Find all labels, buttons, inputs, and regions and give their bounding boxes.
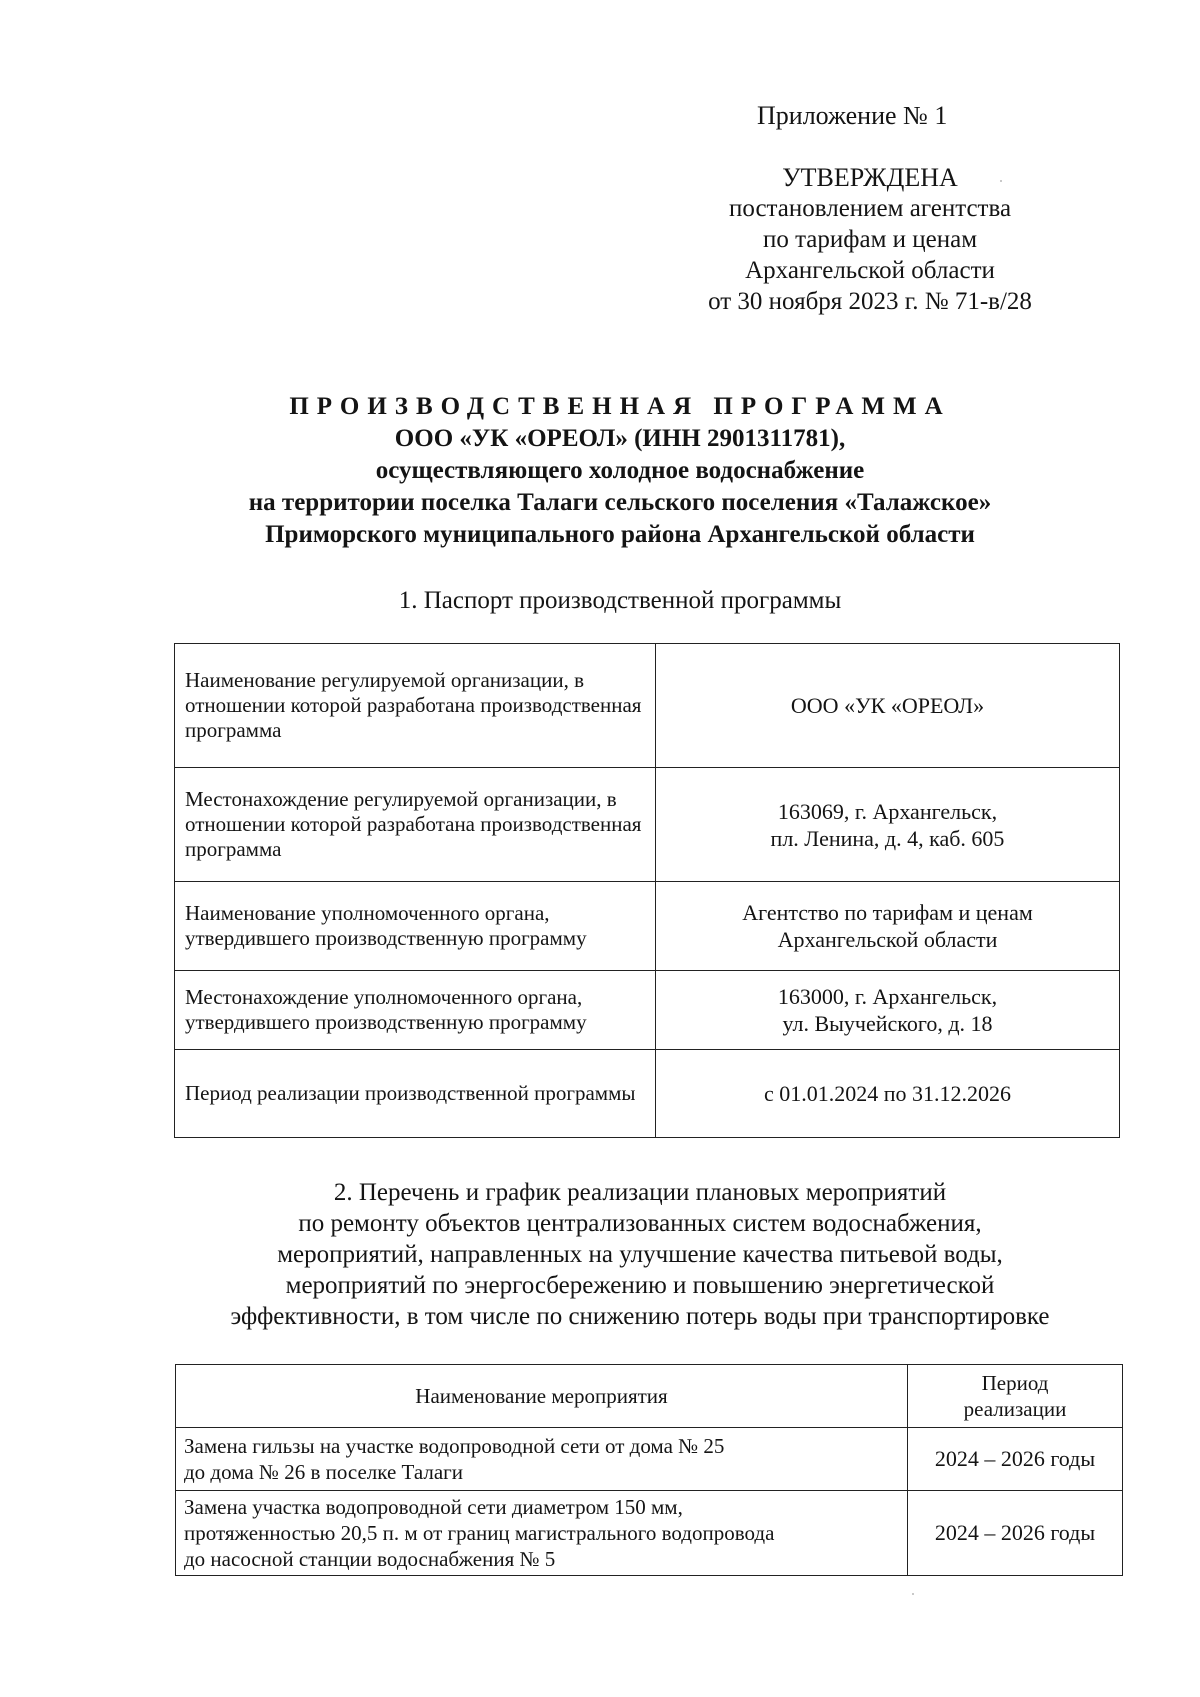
section2-heading-line: мероприятий, направленных на улучшение качества питьевой воды, <box>277 1241 1003 1268</box>
event-name-line: до насосной станции водоснабжения № 5 <box>184 1547 556 1571</box>
table-row <box>176 1491 1123 1576</box>
table-row <box>175 768 1120 882</box>
title-line: на территории поселка Талаги сельского поселения «Талажское» <box>248 489 992 516</box>
passport-value-line: с 01.01.2024 по 31.12.2026 <box>763 1081 1012 1106</box>
title-heading: ПРОИЗВОДСТВЕННАЯ ПРОГРАММА <box>289 393 951 420</box>
passport-value <box>656 644 1120 768</box>
event-name-line: Замена участка водопроводной сети диаметром 150 мм, <box>184 1495 683 1519</box>
title-line: Приморского муниципального района Архангельской области <box>265 521 975 548</box>
appendix-label: Приложение № 1 <box>757 101 948 130</box>
table-row <box>175 644 1120 768</box>
title-line: осуществляющего холодное водоснабжение <box>375 457 865 484</box>
table-row <box>175 971 1120 1050</box>
passport-label: Период реализации производственной программы <box>175 1050 656 1138</box>
section2-heading-line: по ремонту объектов централизованных систем водоснабжения, <box>298 1210 982 1237</box>
column-header-period <box>908 1365 1123 1428</box>
approval-line: по тарифам и ценам <box>762 226 978 253</box>
approval-line: Архангельской области <box>745 257 995 284</box>
passport-label: Местонахождение уполномоченного органа, утвердившего производственную программу <box>175 971 656 1050</box>
table-row <box>175 882 1120 971</box>
passport-value-line: 163069, г. Архангельск, <box>777 798 998 824</box>
scan-speck <box>912 1593 914 1595</box>
passport-label: Наименование регулируемой организации, в отношении которой разработана производственная программа <box>175 644 656 768</box>
approval-block <box>650 100 1090 317</box>
passport-value-line: 163000, г. Архангельск, <box>777 984 998 1009</box>
table-header-row <box>176 1365 1123 1428</box>
section2-heading-line: мероприятий по энергосбережению и повышению энергетической <box>285 1272 995 1299</box>
event-period: 2024 – 2026 годы <box>908 1428 1123 1491</box>
document-title <box>160 391 1080 551</box>
event-name-line: протяженностью 20,5 п. м от границ магистрального водопровода <box>184 1521 775 1545</box>
event-name-line: до дома № 26 в поселке Талаги <box>184 1460 463 1484</box>
passport-label: Наименование уполномоченного органа, утвердившего производственную программу <box>175 882 656 971</box>
section2-heading <box>160 1177 1120 1332</box>
event-name <box>176 1491 908 1576</box>
column-header-period-line: реализации <box>963 1397 1067 1421</box>
events-table <box>175 1364 1123 1576</box>
passport-value-line: пл. Ленина, д. 4, каб. 605 <box>770 825 1005 851</box>
event-name-line: Замена гильзы на участке водопроводной сети от дома № 25 <box>184 1434 725 1458</box>
section2-heading-line: эффективности, в том числе по снижению потерь воды при транспортировке <box>230 1303 1050 1330</box>
event-name <box>176 1428 908 1491</box>
passport-value <box>656 768 1120 882</box>
approved-stamp-text: УТВЕРЖДЕНА <box>782 163 958 192</box>
column-header-name: Наименование мероприятия <box>176 1365 908 1428</box>
title-line: ООО «УК «ОРЕОЛ» (ИНН 2901311781), <box>394 425 846 452</box>
passport-value <box>656 971 1120 1050</box>
passport-value-line: Архангельской области <box>777 927 998 952</box>
passport-value-line: ул. Выучейского, д. 18 <box>782 1011 993 1036</box>
event-period: 2024 – 2026 годы <box>908 1491 1123 1576</box>
passport-table <box>174 643 1120 1138</box>
passport-value-line: Агентство по тарифам и ценам <box>742 900 1033 925</box>
passport-value-line: ООО «УК «ОРЕОЛ» <box>790 693 985 718</box>
approval-line: постановлением агентства <box>728 195 1012 222</box>
passport-label: Местонахождение регулируемой организации, в отношении которой разработана производственная программа <box>175 768 656 882</box>
passport-value <box>656 882 1120 971</box>
section1-heading: 1. Паспорт производственной программы <box>398 587 842 614</box>
section2-heading-line: 2. Перечень и график реализации плановых мероприятий <box>333 1179 947 1206</box>
approval-date-number: от 30 ноября 2023 г. № 71-в/28 <box>708 288 1032 315</box>
passport-value <box>656 1050 1120 1138</box>
table-row <box>175 1050 1120 1138</box>
column-header-period-line: Период <box>981 1371 1049 1395</box>
table-row <box>176 1428 1123 1491</box>
